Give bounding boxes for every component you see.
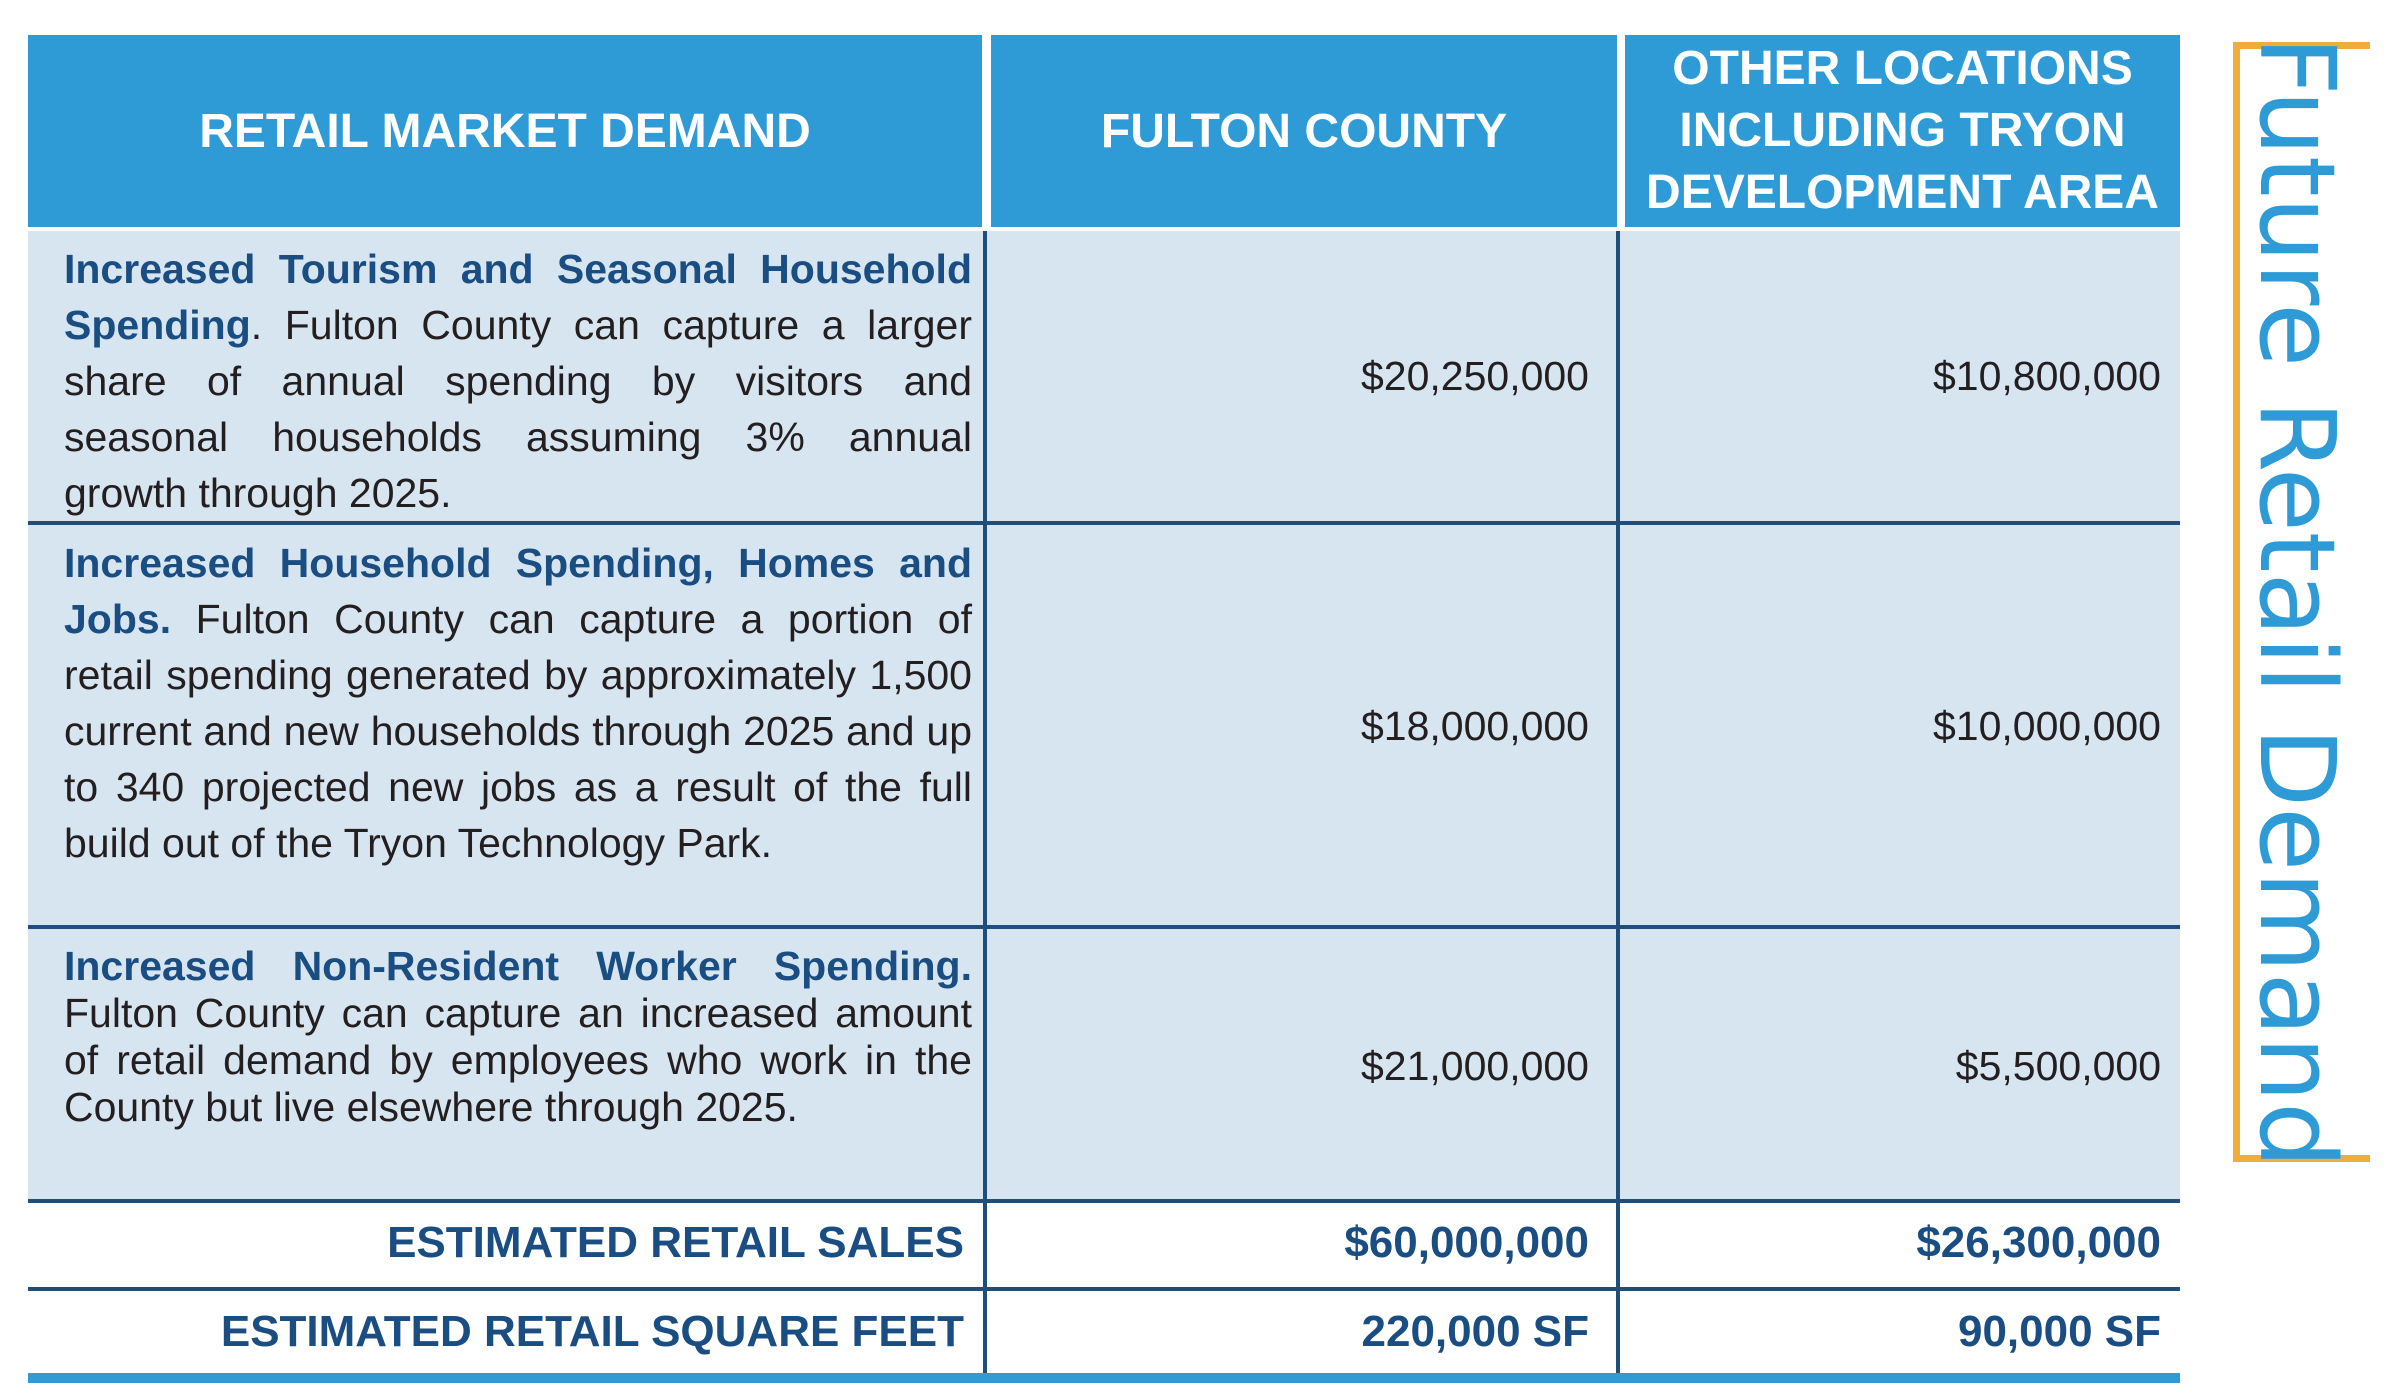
fulton-value: $20,250,000 <box>1360 353 1589 399</box>
total-sales-other: $26,300,000 <box>1916 1218 2161 1267</box>
header-other-locations <box>1625 35 2180 227</box>
table-row <box>64 535 972 871</box>
row-title: Increased Non-Resident Worker Spending. <box>64 943 972 989</box>
row-divider <box>28 1287 2180 1291</box>
header-label: FULTON COUNTY <box>1100 104 1508 158</box>
total-sqft-fulton: 220,000 SF <box>1361 1307 1589 1356</box>
row-text: Fulton County can capture a larger share of annual spending by visitors and seasonal households assuming 3% annual growth through 2025. <box>64 302 972 516</box>
table-bottom-rule <box>28 1373 2180 1383</box>
fulton-value: $18,000,000 <box>1360 703 1589 749</box>
column-divider <box>1616 231 1620 1379</box>
row-text: Fulton County can capture a portion of retail spending generated by approximately 1,500 current and new households through 2025 and up to 340 projected new jobs as a result of the full build out of the Tryon Technology Park. <box>64 596 972 866</box>
header-line: INCLUDING TRYON <box>1679 104 2126 157</box>
total-sales-label: ESTIMATED RETAIL SALES <box>387 1218 964 1267</box>
row-divider <box>28 521 2180 525</box>
other-value: $10,800,000 <box>1932 353 2161 399</box>
other-value: $10,000,000 <box>1932 703 2161 749</box>
row-title: Increased Household Spending, Homes and Jobs. <box>64 540 972 642</box>
header-line: DEVELOPMENT AREA <box>1646 166 2159 219</box>
row-title-punct: . <box>250 302 263 348</box>
retail-demand-table <box>28 35 2180 1387</box>
row-text: Fulton County can capture an increased amount of retail demand by employees who work in the County but live elsewhere through 2025. <box>64 990 972 1130</box>
header-fulton-county <box>991 35 1617 227</box>
table-row <box>64 943 972 1131</box>
side-title: Future Retail Demand <box>2236 35 2358 1169</box>
column-divider <box>983 231 987 1379</box>
total-sqft-other: 90,000 SF <box>1957 1307 2161 1356</box>
row-divider <box>28 925 2180 929</box>
table-row <box>64 241 972 521</box>
other-value: $5,500,000 <box>1955 1043 2161 1089</box>
header-label: RETAIL MARKET DEMAND <box>199 104 811 158</box>
total-sales-fulton: $60,000,000 <box>1344 1218 1589 1267</box>
row-divider <box>28 1199 2180 1203</box>
header-line: OTHER LOCATIONS <box>1672 42 2133 95</box>
row-title: Increased Tourism and Seasonal Household Spending <box>64 246 972 348</box>
fulton-value: $21,000,000 <box>1360 1043 1589 1089</box>
header-retail-market-demand <box>28 35 982 227</box>
total-sqft-label: ESTIMATED RETAIL SQUARE FEET <box>220 1307 964 1356</box>
